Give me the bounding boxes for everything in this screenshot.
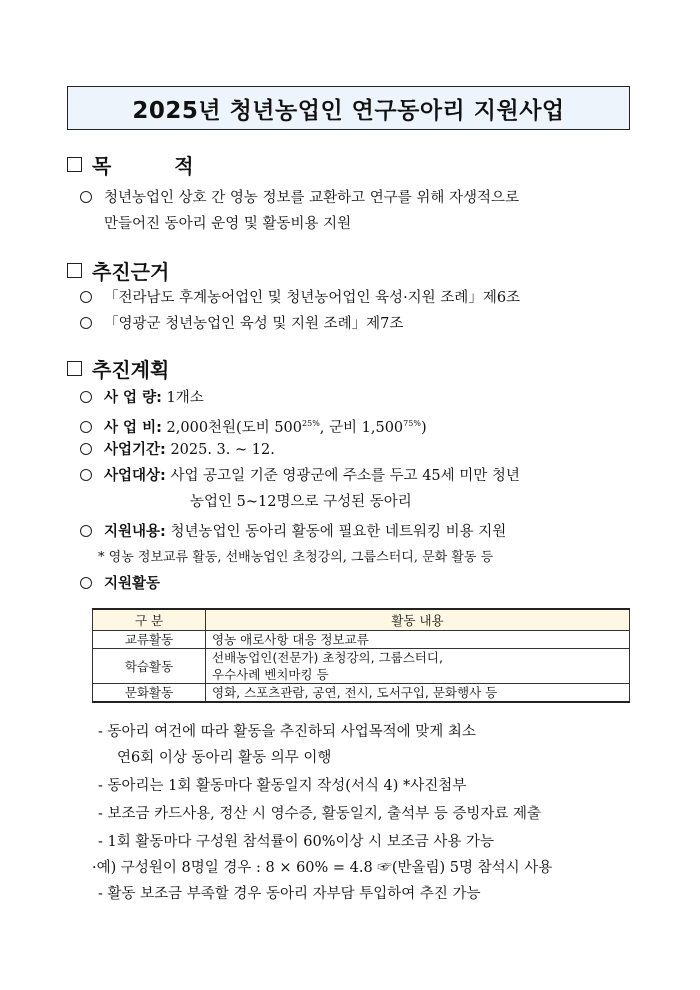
purpose-line-1: 청년농업인 상호 간 영농 정보를 교환하고 연구를 위해 자생적으로 [80,188,519,208]
basis-item-2: 「영광군 청년농업인 육성 및 지원 조례」제7조 [80,314,403,334]
activities-table [92,608,630,703]
plan-cost: 사 업 비: 2,000천원(도비 $500^{25\%}$, 군비 $1,500^{75\%}$) [80,414,427,438]
circle-bullet-icon [80,391,92,403]
section-purpose-heading [67,150,222,179]
square-bullet-icon [67,361,82,376]
table-cell-category: 학습활동 [93,649,206,684]
note-line-4: - 보조금 카드사용, 정산 시 영수증, 활동일지, 출석부 등 증빙자료 제출 [98,806,542,822]
table-cell-category: 문화활동 [93,684,206,703]
table-header-content: 활동 내용 [206,609,630,631]
table-cell-content: 선배농업인(전문가) 초청강의, 그룹스터디, 우수사례 벤치마킹 등 [206,649,630,684]
square-bullet-icon [67,263,82,278]
plan-support: 지원내용: 청년농업인 동아리 활동에 필요한 네트워킹 비용 지원 [80,522,506,542]
note-line-7: - 활동 보조금 부족할 경우 동아리 자부담 투입하여 추진 가능 [98,886,481,902]
note-line-3: - 동아리는 1회 활동마다 활동일지 작성(서식 4) *사진첨부 [98,778,467,794]
section-purpose-title: 목 적 [92,154,222,178]
table-cell-content: 영화, 스포츠관람, 공연, 전시, 도서구입, 문화행사 등 [206,684,630,703]
page-title: 2025년 청년농업인 연구동아리 지원사업 [132,97,565,124]
table-row [93,684,630,703]
table-row [93,631,630,649]
table-row [93,649,630,684]
circle-bullet-icon [80,525,92,537]
table-cell-category: 교류활동 [93,631,206,649]
section-plan-title: 추진계획 [92,358,170,382]
circle-bullet-icon [80,291,92,303]
square-bullet-icon [67,157,82,172]
plan-support-note: * 영농 정보교류 활동, 선배농업인 초청강의, 그룹스터디, 문화 활동 등 [98,550,494,565]
plan-target-line-2: 농업인 5~12명으로 구성된 동아리 [190,494,412,510]
circle-bullet-icon [80,191,92,203]
table-cell-content: 영농 애로사항 대응 정보교류 [206,631,630,649]
plan-volume: 사 업 량: 1개소 [80,388,204,408]
section-plan-heading [67,354,169,383]
circle-bullet-icon [80,443,92,455]
basis-item-1: 「전라남도 후계농어업인 및 청년농어업인 육성·지원 조례」제6조 [80,288,520,308]
note-line-2: 연6회 이상 동아리 활동 의무 이행 [117,750,332,766]
note-line-1: - 동아리 여건에 따라 활동을 추진하되 사업목적에 맞게 최소 [98,724,476,740]
circle-bullet-icon [80,317,92,329]
table-header-category: 구 분 [93,609,206,631]
plan-period: 사업기간: 2025. 3. ~ 12. [80,440,275,460]
plan-activities-heading: 지원활동 [80,574,160,594]
title-box [67,86,630,130]
note-line-5: - 1회 활동마다 구성원 참석률이 60%이상 시 보조금 사용 가능 [98,834,494,850]
plan-target: 사업대상: 사업 공고일 기준 영광군에 주소를 두고 45세 미만 청년 [80,466,520,486]
circle-bullet-icon [80,577,92,589]
note-line-6: ·예) 구성원이 8명일 경우 : 8 × 60% = 4.8 ☞(반올림) 5명 참석시 사용 [92,860,553,876]
table-header-row [93,609,630,631]
section-basis-heading [67,256,169,285]
circle-bullet-icon [80,421,92,433]
section-basis-title: 추진근거 [92,260,170,284]
circle-bullet-icon [80,469,92,481]
purpose-line-2: 만들어진 동아리 운영 및 활동비용 지원 [104,216,352,232]
